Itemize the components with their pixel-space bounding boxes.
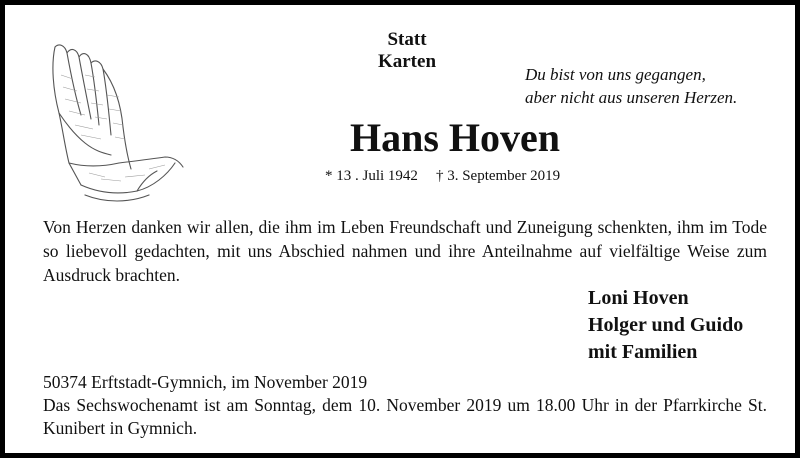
life-dates: [325, 168, 605, 185]
birth-date: * 13 . Juli 1942: [325, 168, 418, 184]
deceased-name: Hans Hoven: [349, 115, 561, 160]
signer-name: mit Familien: [588, 341, 698, 363]
header-title: Statt Karten: [377, 29, 437, 72]
place-date: 50374 Erftstadt-Gymnich, im November 2019: [43, 372, 368, 392]
signer-name: Loni Hoven: [588, 287, 689, 309]
thank-you-message: Von Herzen danken wir allen, die ihm im Leben Freundschaft und Zuneigung schenkten, ihm im Tode so liebevoll gedachten, mit uns Abschied nahmen und ihre Anteilnahme auf vielfältige Weise zum Ausdruck brachten.: [43, 217, 767, 285]
quote-line: Du bist von uns gegangen,: [525, 65, 706, 84]
memorial-quote: [525, 63, 775, 109]
mass-notice: Das Sechswochenamt ist am Sonntag, dem 10. November 2019 um 18.00 Uhr in der Pfarrkirche St. Kunibert in Gymnich.: [43, 395, 767, 438]
signer-name: Holger und Guido: [588, 314, 744, 336]
signers: [588, 285, 788, 366]
praying-hands-icon: [45, 35, 190, 205]
quote-line: aber nicht aus unseren Herzen.: [525, 88, 738, 107]
death-date: † 3. September 2019: [435, 168, 561, 184]
